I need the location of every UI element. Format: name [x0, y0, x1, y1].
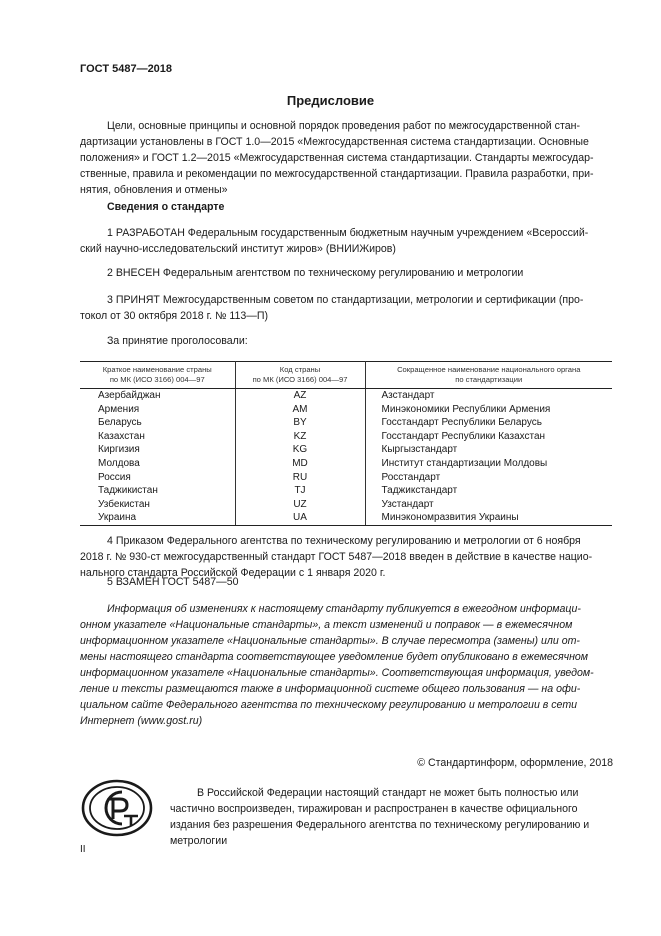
notice-line: В Российской Федерации настоящий стандарт не может быть полностью или [197, 787, 579, 799]
cell-organ: Росстандарт [381, 471, 441, 483]
item-line: ский научно-исследовательский институт жиров» (ВНИИЖиров) [80, 243, 396, 255]
table-header-row [80, 362, 612, 389]
item-line: 2018 г. № 930-ст межгосударственный стандарт ГОСТ 5487—2018 введен в действие в качестве нацио- [80, 551, 593, 563]
voting-states-table [80, 361, 612, 526]
cell-organ: Таджикстандарт [381, 485, 458, 497]
header-line: Сокращенное наименование национального органа [397, 365, 581, 374]
table-row [80, 416, 612, 430]
cell-code: KG [235, 443, 365, 457]
cell-organ: Минэкономики Республики Армения [381, 403, 551, 415]
info-line: мены настоящего стандарта соответствующее уведомление будет опубликовано в ежемесячном [80, 651, 589, 663]
page-number: II [80, 844, 86, 855]
cell-country: Молдова [80, 457, 235, 471]
intro-line: положения» и ГОСТ 1.2—2015 «Межгосударственная система стандартизации. Стандарты межгосудар- [80, 152, 594, 164]
item-submitted: 2 ВНЕСЕН Федеральным агентством по техническому регулированию и метрологии [107, 267, 524, 279]
table-row [80, 457, 612, 471]
info-line: информационном указателе «Национальные стандарты». Соответствующая информация, уведом- [80, 667, 594, 679]
cell-organ: Минэкономразвития Украины [365, 511, 612, 525]
copyright-line: © Стандартинформ, оформление, 2018 [417, 757, 613, 769]
header-line: Код страны [279, 365, 321, 374]
cell-code: KZ [235, 430, 365, 444]
cell-organ: Узстандарт [381, 498, 434, 510]
cell-country: Армения [80, 403, 235, 417]
amendments-info-paragraph [80, 601, 613, 729]
cell-code: RU [235, 471, 365, 485]
item-replaces: 5 ВЗАМЕН ГОСТ 5487—50 [107, 576, 239, 588]
item-line: 4 Приказом Федерального агентства по техническому регулированию и метрологии от 6 ноября [107, 535, 581, 547]
cell-country: Украина [80, 511, 235, 525]
item-line: токол от 30 октября 2018 г. № 113—П) [80, 310, 268, 322]
info-line: Интернет (www.gost.ru) [80, 715, 203, 727]
header-line: по МК (ИСО 3166) 004—97 [109, 375, 205, 384]
info-line: ление и тексты размещаются также в информационной системе общего пользования — на офи- [80, 683, 581, 695]
document-code-header: ГОСТ 5487—2018 [80, 63, 173, 75]
item-adopted [80, 292, 613, 324]
cell-country: Россия [80, 471, 235, 485]
page-title: Предисловие [286, 93, 375, 108]
column-header-code [235, 362, 365, 389]
intro-line: ственные, правила и рекомендации по межгосударственной стандартизации. Правила разработки, при- [80, 168, 594, 180]
cell-organ: Институт стандартизации Молдовы [381, 457, 548, 469]
cell-code: UA [235, 511, 365, 525]
table-row [80, 484, 612, 498]
notice-line: издания без разрешения Федерального агентства по техническому регулированию и [170, 819, 590, 831]
table-row [80, 403, 612, 417]
intro-line: дартизации установлены в ГОСТ 1.0—2015 «Межгосударственная система стандартизации. Основные [80, 136, 589, 148]
cell-country: Киргизия [80, 443, 235, 457]
item-developed [80, 225, 613, 257]
cell-country: Казахстан [80, 430, 235, 444]
info-line: циальном сайте Федерального агентства по техническому регулированию и метрологии в сети [80, 699, 578, 711]
table-row [80, 471, 612, 485]
notice-line: метрологии [170, 835, 228, 847]
cell-country: Узбекистан [80, 498, 235, 512]
reproduction-notice [170, 785, 613, 849]
table-row [80, 389, 612, 403]
cell-country: Беларусь [80, 416, 235, 430]
item-line: нального стандарта Российской Федерации с 1 января 2020 г. [80, 567, 386, 579]
header-line: по МК (ИСО 3166) 004—97 [252, 375, 348, 384]
table-row [80, 498, 612, 512]
header-line: Краткое наименование страны [102, 365, 212, 374]
item-line: 1 РАЗРАБОТАН Федеральным государственным бюджетным научным учреждением «Всероссий- [107, 227, 589, 239]
cell-code: TJ [235, 484, 365, 498]
cell-organ: Кыргызстандарт [381, 444, 458, 456]
section-title: Сведения о стандарте [107, 201, 225, 213]
cell-code: AM [235, 403, 365, 417]
cell-code: MD [235, 457, 365, 471]
item-line: 3 ПРИНЯТ Межгосударственным советом по стандартизации, метрологии и сертификации (про- [107, 294, 584, 306]
column-header-organ [365, 362, 612, 389]
info-line: Информация об изменениях к настоящему стандарту публикуется в ежегодном информаци- [107, 603, 581, 615]
cell-code: AZ [235, 389, 365, 403]
table-row [80, 430, 612, 444]
cell-organ: Госстандарт Республики Беларусь [381, 417, 542, 429]
intro-paragraph [80, 118, 613, 198]
info-line: информационном указателе «Национальные стандарты». В случае пересмотра (замены) или от- [80, 635, 580, 647]
gost-r-logo-icon [80, 778, 154, 843]
table-row [80, 511, 612, 525]
voted-label: За принятие проголосовали: [107, 335, 248, 347]
intro-line: нятия, обновления и отмены» [80, 184, 228, 196]
intro-line: Цели, основные принципы и основной порядок проведения работ по межгосударственной стан- [107, 120, 580, 132]
cell-country: Азербайджан [80, 389, 235, 403]
cell-code: UZ [235, 498, 365, 512]
table-row [80, 443, 612, 457]
column-header-country [80, 362, 235, 389]
info-line: онном указателе «Национальные стандарты», а текст изменений и поправок — в ежемесячном [80, 619, 573, 631]
cell-code: BY [235, 416, 365, 430]
cell-country: Таджикистан [80, 484, 235, 498]
cell-organ: Азстандарт [381, 390, 435, 401]
cell-organ: Госстандарт Республики Казахстан [381, 430, 546, 442]
notice-line: частично воспроизведен, тиражирован и распространен в качестве официального [170, 803, 578, 815]
header-line: по стандартизации [455, 375, 523, 384]
